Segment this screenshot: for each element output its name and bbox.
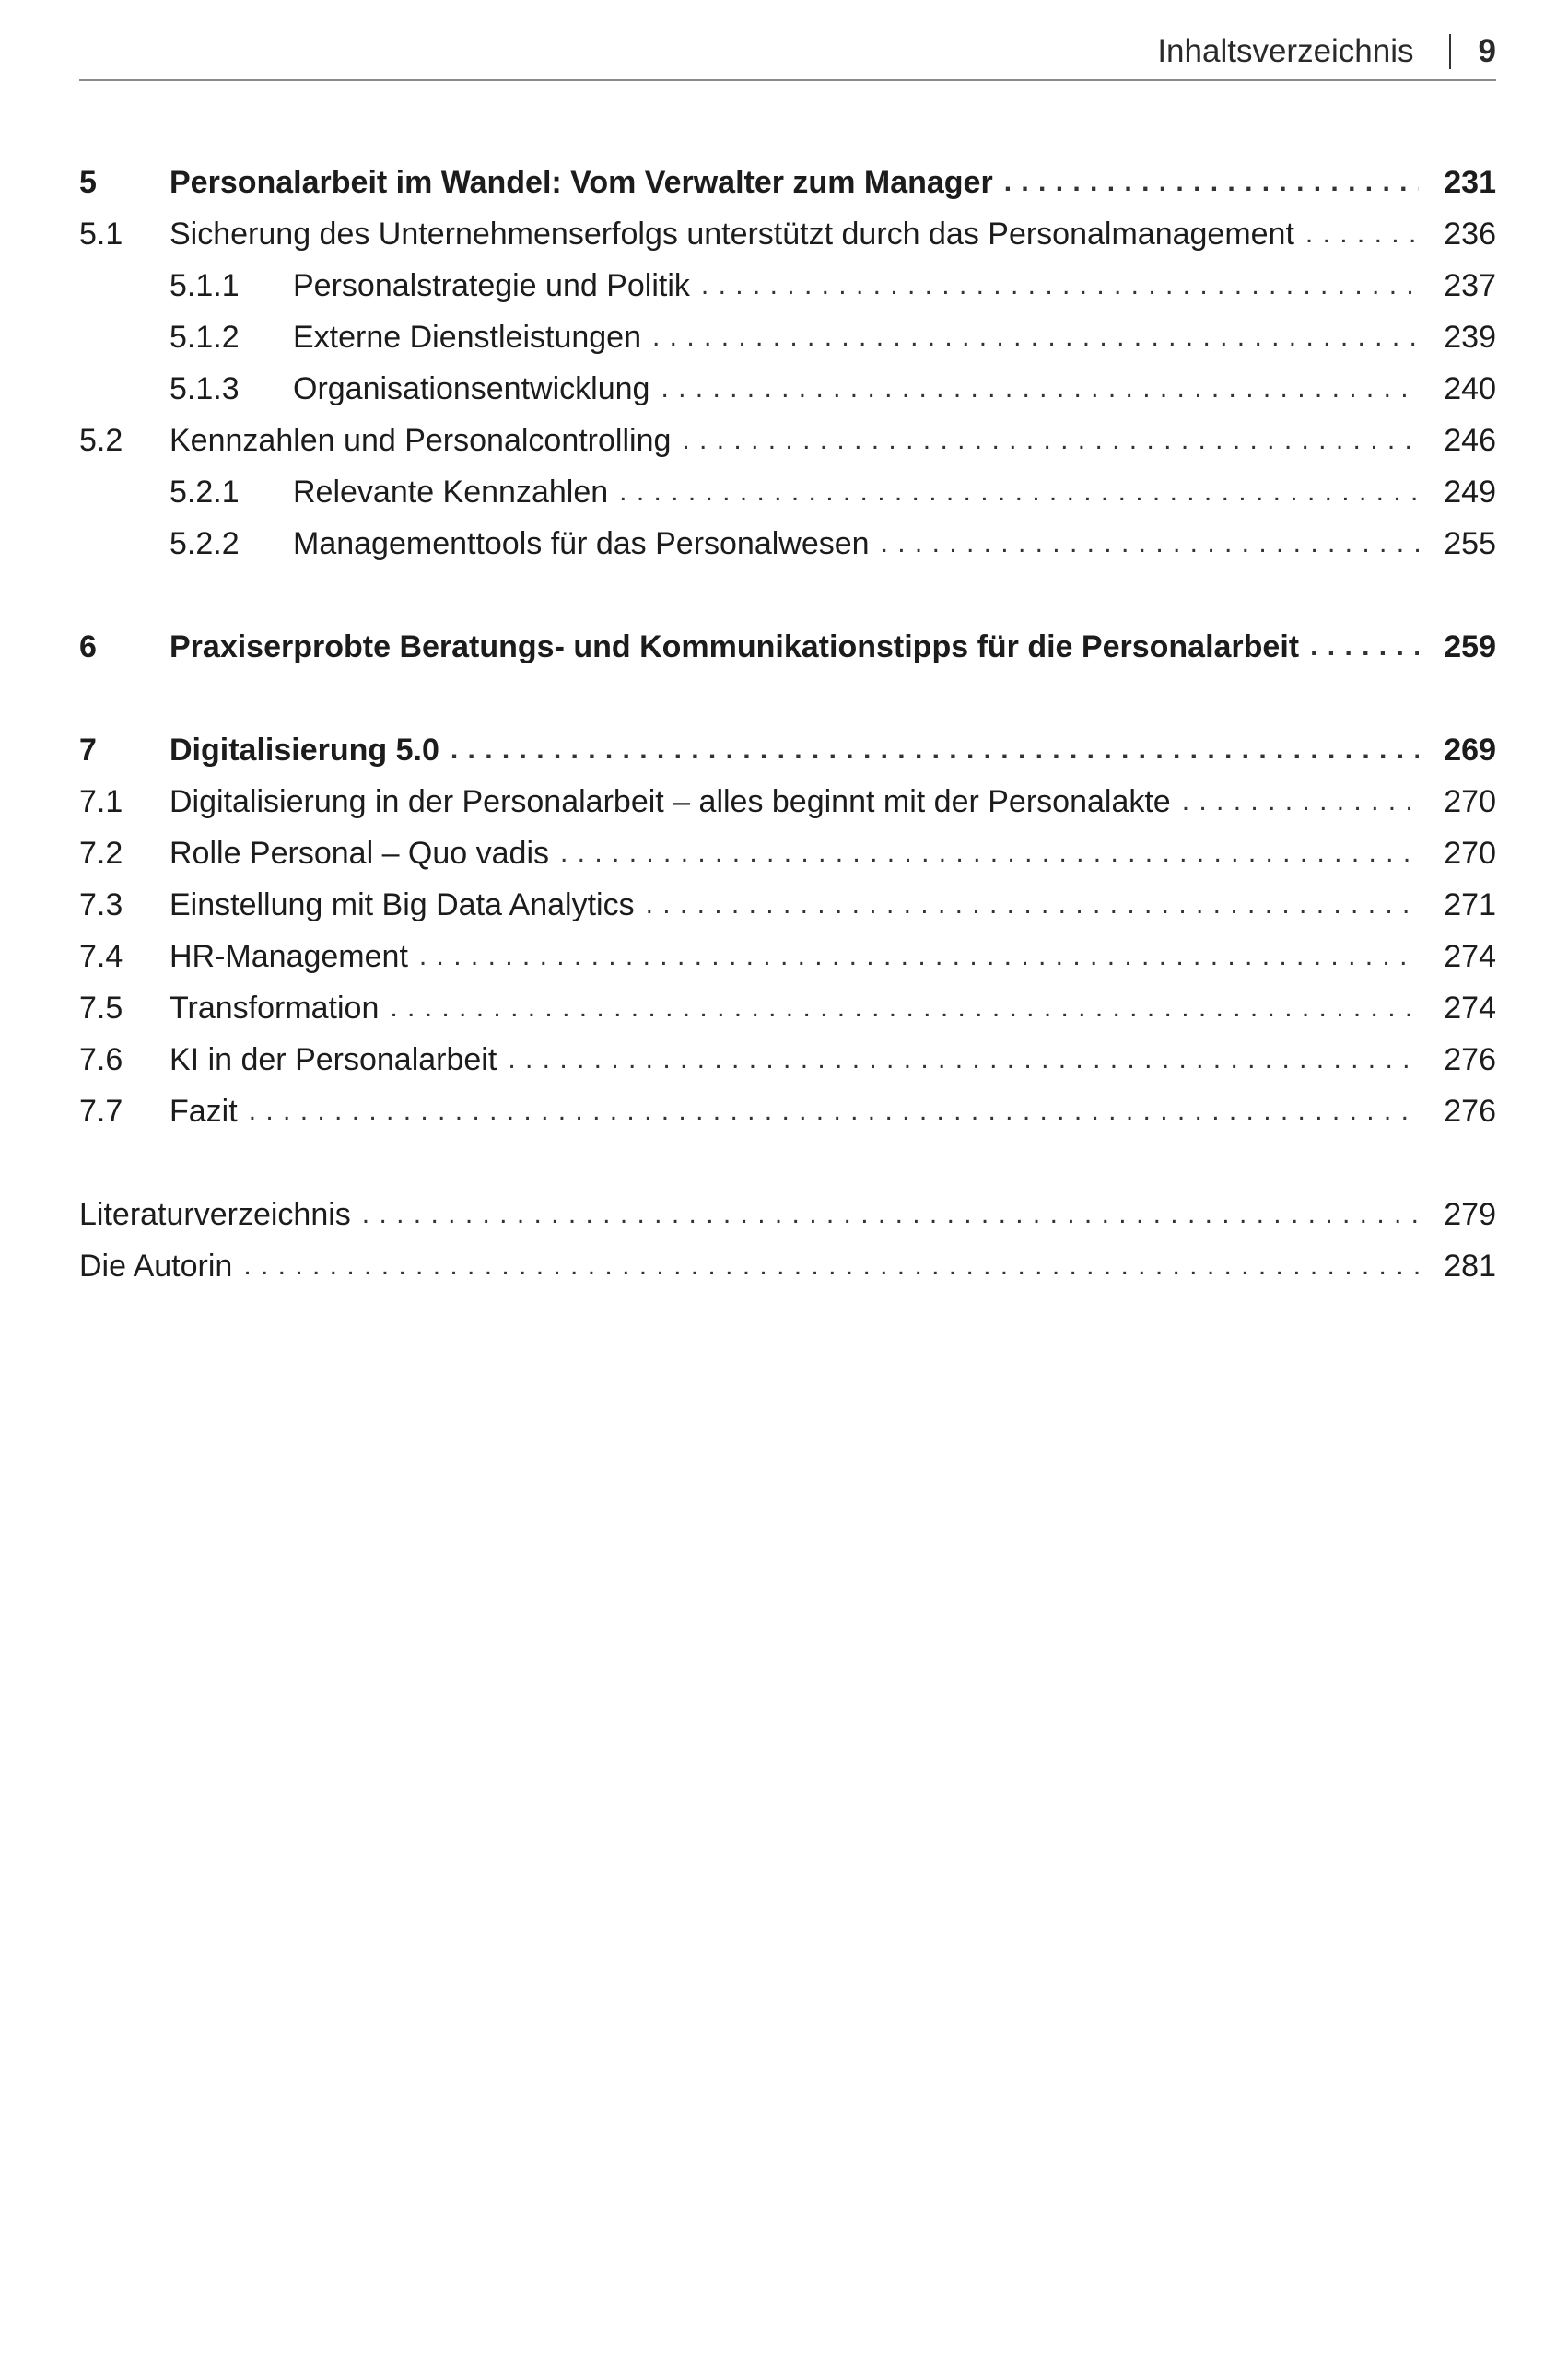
toc-entry-section[interactable] — [79, 1034, 1496, 1086]
toc-page-number: 236 — [1444, 217, 1496, 252]
toc-title: Digitalisierung in der Personalarbeit – alles beginnt mit der Personalakte — [170, 784, 1171, 819]
header-title: Inhaltsverzeichnis — [1157, 33, 1414, 69]
toc-title: Externe Dienstleistungen — [293, 320, 642, 355]
toc-number: 5.1.3 — [170, 371, 240, 406]
toc-leader-dots — [390, 982, 1419, 1034]
toc-number: 5.1.2 — [170, 320, 240, 355]
toc-page-number: 255 — [1444, 526, 1496, 561]
toc-entry-chapter[interactable] — [79, 724, 1496, 776]
toc-page-number: 270 — [1444, 784, 1496, 819]
toc-page-number: 269 — [1444, 733, 1496, 768]
toc-number: 5.1.1 — [170, 268, 240, 303]
running-header — [79, 29, 1496, 81]
toc-title: Die Autorin — [79, 1249, 233, 1284]
toc-title: Transformation — [170, 991, 380, 1026]
toc-leader-dots — [682, 415, 1419, 466]
toc-entry-subsection[interactable] — [79, 260, 1496, 311]
toc-leader-dots — [701, 260, 1419, 311]
toc-leader-dots — [243, 1240, 1419, 1292]
toc-title: Einstellung mit Big Data Analytics — [170, 887, 635, 922]
toc-leader-dots — [451, 724, 1419, 776]
toc-leader-dots — [661, 363, 1419, 415]
toc-title: KI in der Personalarbeit — [170, 1042, 497, 1077]
toc-page-number: 271 — [1444, 887, 1496, 922]
toc-entry-chapter[interactable] — [79, 157, 1496, 208]
toc-title: Personalarbeit im Wandel: Vom Verwalter zum Manager — [170, 165, 993, 200]
toc-page-number: 240 — [1444, 371, 1496, 406]
toc-title: Organisationsentwicklung — [293, 371, 650, 406]
toc-leader-dots — [881, 518, 1419, 569]
toc-entry-section[interactable] — [79, 982, 1496, 1034]
toc-title: Managementtools für das Personalwesen — [293, 526, 870, 561]
toc-leader-dots — [362, 1189, 1419, 1240]
toc-number: 7.6 — [79, 1042, 123, 1077]
toc-title: Personalstrategie und Politik — [293, 268, 690, 303]
toc-leader-dots — [1182, 776, 1419, 827]
toc-leader-dots — [1305, 208, 1419, 260]
toc-number: 5.2 — [79, 423, 123, 458]
toc-number: 5 — [79, 165, 97, 200]
toc-title: HR-Management — [170, 939, 408, 974]
toc-page-number: 246 — [1444, 423, 1496, 458]
toc-entry-subsection[interactable] — [79, 363, 1496, 415]
header-separator — [1449, 34, 1451, 69]
toc-leader-dots — [508, 1034, 1419, 1086]
toc-title: Relevante Kennzahlen — [293, 475, 609, 510]
toc-leader-dots — [1004, 157, 1419, 208]
toc-number: 7.1 — [79, 784, 123, 819]
toc-entry-appendix[interactable] — [79, 1240, 1496, 1292]
toc-number: 5.2.1 — [170, 475, 240, 510]
toc-page-number: 276 — [1444, 1042, 1496, 1077]
toc-entry-subsection[interactable] — [79, 518, 1496, 569]
toc-title: Fazit — [170, 1094, 238, 1129]
toc-page-number: 274 — [1444, 939, 1496, 974]
toc-entry-section[interactable] — [79, 931, 1496, 982]
toc-number: 7.5 — [79, 991, 123, 1026]
toc-number: 7.2 — [79, 836, 123, 871]
toc-title: Digitalisierung 5.0 — [170, 733, 439, 768]
toc-entry-section[interactable] — [79, 879, 1496, 931]
toc-page-number: 281 — [1444, 1249, 1496, 1284]
toc-leader-dots — [249, 1086, 1419, 1137]
toc-title: Sicherung des Unternehmenserfolgs unterstützt durch das Personalmanagement — [170, 217, 1294, 252]
toc-page-number: 274 — [1444, 991, 1496, 1026]
toc-number: 7 — [79, 733, 97, 768]
table-of-contents — [79, 157, 1496, 1292]
toc-leader-dots — [560, 827, 1419, 879]
toc-page-number: 231 — [1444, 165, 1496, 200]
header-page-number: 9 — [1478, 33, 1496, 69]
toc-entry-section[interactable] — [79, 827, 1496, 879]
toc-page-number: 276 — [1444, 1094, 1496, 1129]
toc-title: Literaturverzeichnis — [79, 1197, 351, 1232]
toc-entry-chapter[interactable] — [79, 621, 1496, 673]
toc-entry-section[interactable] — [79, 415, 1496, 466]
toc-number: 7.7 — [79, 1094, 123, 1129]
toc-number: 7.4 — [79, 939, 123, 974]
toc-page-number: 279 — [1444, 1197, 1496, 1232]
toc-leader-dots — [419, 931, 1419, 982]
toc-number: 6 — [79, 629, 97, 664]
toc-page-number: 239 — [1444, 320, 1496, 355]
toc-entry-appendix[interactable] — [79, 1189, 1496, 1240]
toc-number: 5.1 — [79, 217, 123, 252]
toc-title: Rolle Personal – Quo vadis — [170, 836, 550, 871]
toc-page-number: 249 — [1444, 475, 1496, 510]
toc-entry-section[interactable] — [79, 1086, 1496, 1137]
toc-leader-dots — [619, 466, 1419, 518]
toc-number: 7.3 — [79, 887, 123, 922]
toc-number: 5.2.2 — [170, 526, 240, 561]
toc-page-number: 259 — [1444, 629, 1496, 664]
toc-entry-section[interactable] — [79, 208, 1496, 260]
toc-leader-dots — [652, 311, 1419, 363]
toc-entry-subsection[interactable] — [79, 466, 1496, 518]
header-content — [1157, 29, 1496, 74]
toc-leader-dots — [1310, 621, 1419, 673]
toc-page-number: 237 — [1444, 268, 1496, 303]
toc-leader-dots — [646, 879, 1419, 931]
toc-title: Kennzahlen und Personalcontrolling — [170, 423, 672, 458]
toc-entry-section[interactable] — [79, 776, 1496, 827]
toc-title: Praxiserprobte Beratungs- und Kommunikationstipps für die Personalarbeit — [170, 629, 1300, 664]
toc-entry-subsection[interactable] — [79, 311, 1496, 363]
toc-page-number: 270 — [1444, 836, 1496, 871]
